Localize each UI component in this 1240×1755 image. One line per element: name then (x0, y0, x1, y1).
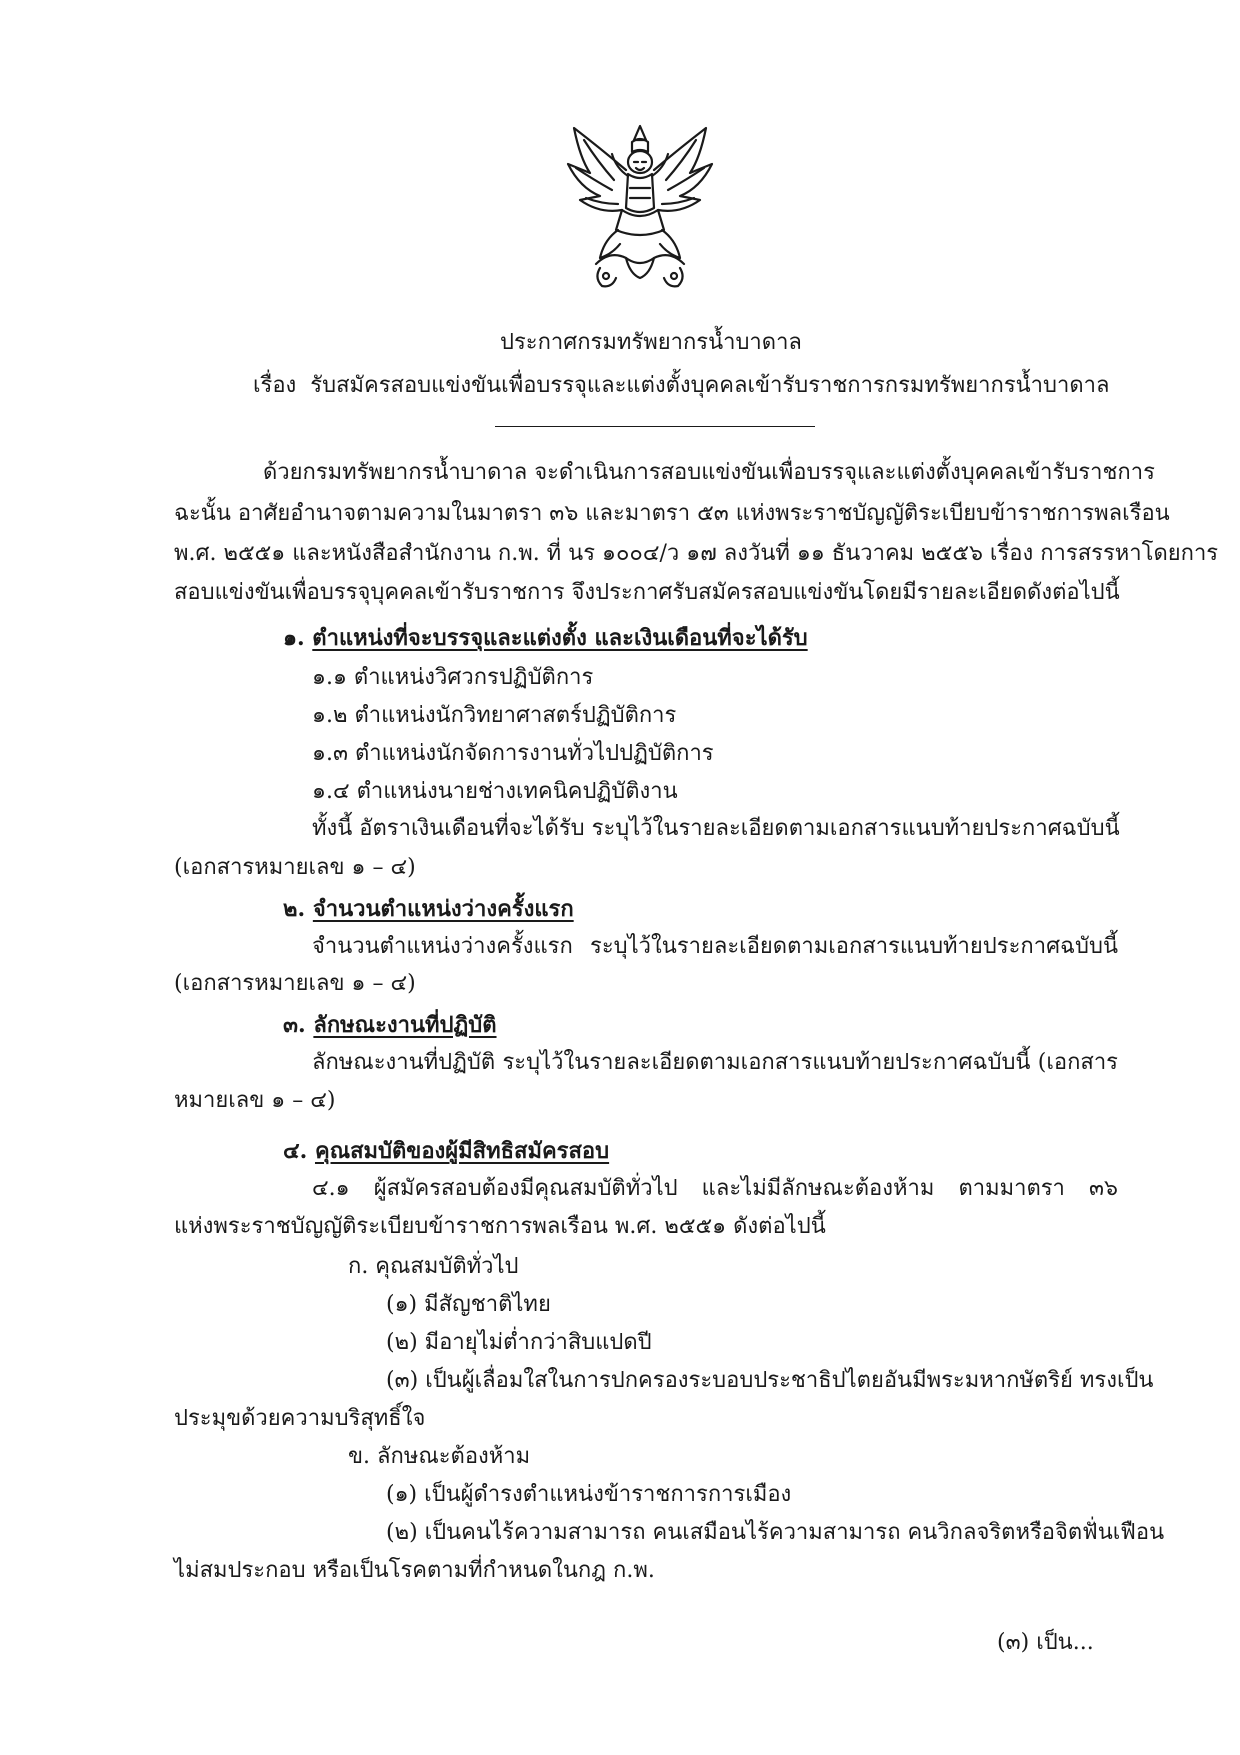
section-1-note-ref: (เอกสารหมายเลข ๑ – ๔) (174, 855, 416, 880)
section-4-number: ๔. (283, 1138, 308, 1164)
section-4-1-text-cont: แห่งพระราชบัญญัติระเบียบข้าราชการพลเรือน พ.ศ. ๒๕๕๑ ดังต่อไปนี้ (174, 1214, 826, 1239)
subject-label: เรื่อง (253, 373, 297, 398)
section-1-item-1: ๑.๑ ตำแหน่งวิศวกรปฏิบัติการ (312, 665, 594, 690)
section-1-item-2: ๑.๒ ตำแหน่งนักวิทยาศาสตร์ปฏิบัติการ (312, 703, 677, 728)
section-1-number: ๑. (283, 625, 305, 651)
general-qualifications-heading: ก. คุณสมบัติทั่วไป (348, 1254, 519, 1279)
section-1-note: ทั้งนี้ อัตราเงินเดือนที่จะได้รับ ระบุไว้ในรายละเอียดตามเอกสารแนบท้ายประกาศฉบับนี้ (312, 816, 1120, 841)
intro-line-3: พ.ศ. ๒๕๕๑ และหนังสือสำนักงาน ก.พ. ที่ นร ๑๐๐๔/ว ๑๗ ลงวันที่ ๑๑ ธันวาคม ๒๕๕๖ เรื่อง การสรรหาโดยการ (174, 541, 1219, 566)
section-1-heading (283, 627, 808, 649)
section-3-number: ๓. (283, 1012, 306, 1038)
prohibited-2-cont: ไม่สมประกอบ หรือเป็นโรคตามที่กำหนดในกฎ ก.พ. (174, 1558, 655, 1583)
section-2-text: จำนวนตำแหน่งว่างครั้งแรก ระบุไว้ในรายละเอียดตามเอกสารแนบท้ายประกาศฉบับนี้ (312, 934, 1118, 959)
intro-line-1: ด้วยกรมทรัพยากรน้ำบาดาล จะดำเนินการสอบแข่งขันเพื่อบรรจุและแต่งตั้งบุคคลเข้ารับราชการ (263, 460, 1155, 485)
announcement-subject (253, 375, 1109, 397)
page-continuation: (๓) เป็น... (997, 1630, 1094, 1655)
section-4-title: คุณสมบัติของผู้มีสิทธิสมัครสอบ (314, 1138, 610, 1164)
general-qualification-3-cont: ประมุขด้วยความบริสุทธิ์ใจ (174, 1406, 426, 1431)
general-qualification-3: (๓) เป็นผู้เลื่อมใสในการปกครองระบอบประชาธิปไตยอันมีพระมหากษัตริย์ ทรงเป็น (386, 1368, 1154, 1393)
section-3-ref: หมายเลข ๑ – ๔) (174, 1088, 336, 1113)
section-2-number: ๒. (283, 896, 306, 922)
intro-line-2: ฉะนั้น อาศัยอำนาจตามความในมาตรา ๓๖ และมาตรา ๕๓ แห่งพระราชบัญญัติระเบียบข้าราชการพลเรือน (174, 501, 1170, 526)
subject-text: รับสมัครสอบแข่งขันเพื่อบรรจุและแต่งตั้งบุคคลเข้ารับราชการกรมทรัพยากรน้ำบาดาล (310, 373, 1110, 398)
section-2-title: จำนวนตำแหน่งว่างครั้งแรก (312, 896, 574, 922)
prohibited-2: (๒) เป็นคนไร้ความสามารถ คนเสมือนไร้ความสามารถ คนวิกลจริตหรือจิตฟั่นเฟือน (386, 1520, 1165, 1545)
section-3-text: ลักษณะงานที่ปฏิบัติ ระบุไว้ในรายละเอียดตามเอกสารแนบท้ายประกาศฉบับนี้ (เอกสาร (312, 1050, 1118, 1075)
title-divider (495, 426, 815, 427)
prohibited-1: (๑) เป็นผู้ดำรงตำแหน่งข้าราชการการเมือง (386, 1482, 792, 1507)
section-4-1-text: ๔.๑ ผู้สมัครสอบต้องมีคุณสมบัติทั่วไป และไม่มีลักษณะต้องห้าม ตามมาตรา ๓๖ (312, 1176, 1118, 1201)
section-4-heading (283, 1140, 609, 1162)
announcement-title: ประกาศกรมทรัพยากรน้ำบาดาล (500, 330, 802, 355)
section-1-item-3: ๑.๓ ตำแหน่งนักจัดการงานทั่วไปปฏิบัติการ (312, 741, 714, 766)
section-2-heading (283, 898, 574, 920)
prohibited-heading: ข. ลักษณะต้องห้าม (348, 1444, 531, 1469)
section-1-title: ตำแหน่งที่จะบรรจุและแต่งตั้ง และเงินเดือนที่จะได้รับ (312, 625, 808, 651)
intro-line-4: สอบแข่งขันเพื่อบรรจุบุคคลเข้ารับราชการ จึงประกาศรับสมัครสอบแข่งขันโดยมีรายละเอียดดังต่อไปนี้ (174, 580, 1120, 605)
general-qualification-2: (๒) มีอายุไม่ต่ำกว่าสิบแปดปี (386, 1330, 652, 1355)
garuda-emblem-icon (560, 118, 720, 293)
section-2-ref: (เอกสารหมายเลข ๑ – ๔) (174, 971, 416, 996)
section-3-title: ลักษณะงานที่ปฏิบัติ (313, 1012, 497, 1038)
general-qualification-1: (๑) มีสัญชาติไทย (386, 1292, 551, 1317)
section-3-heading (283, 1014, 497, 1036)
section-1-item-4: ๑.๔ ตำแหน่งนายช่างเทคนิคปฏิบัติงาน (312, 779, 678, 804)
